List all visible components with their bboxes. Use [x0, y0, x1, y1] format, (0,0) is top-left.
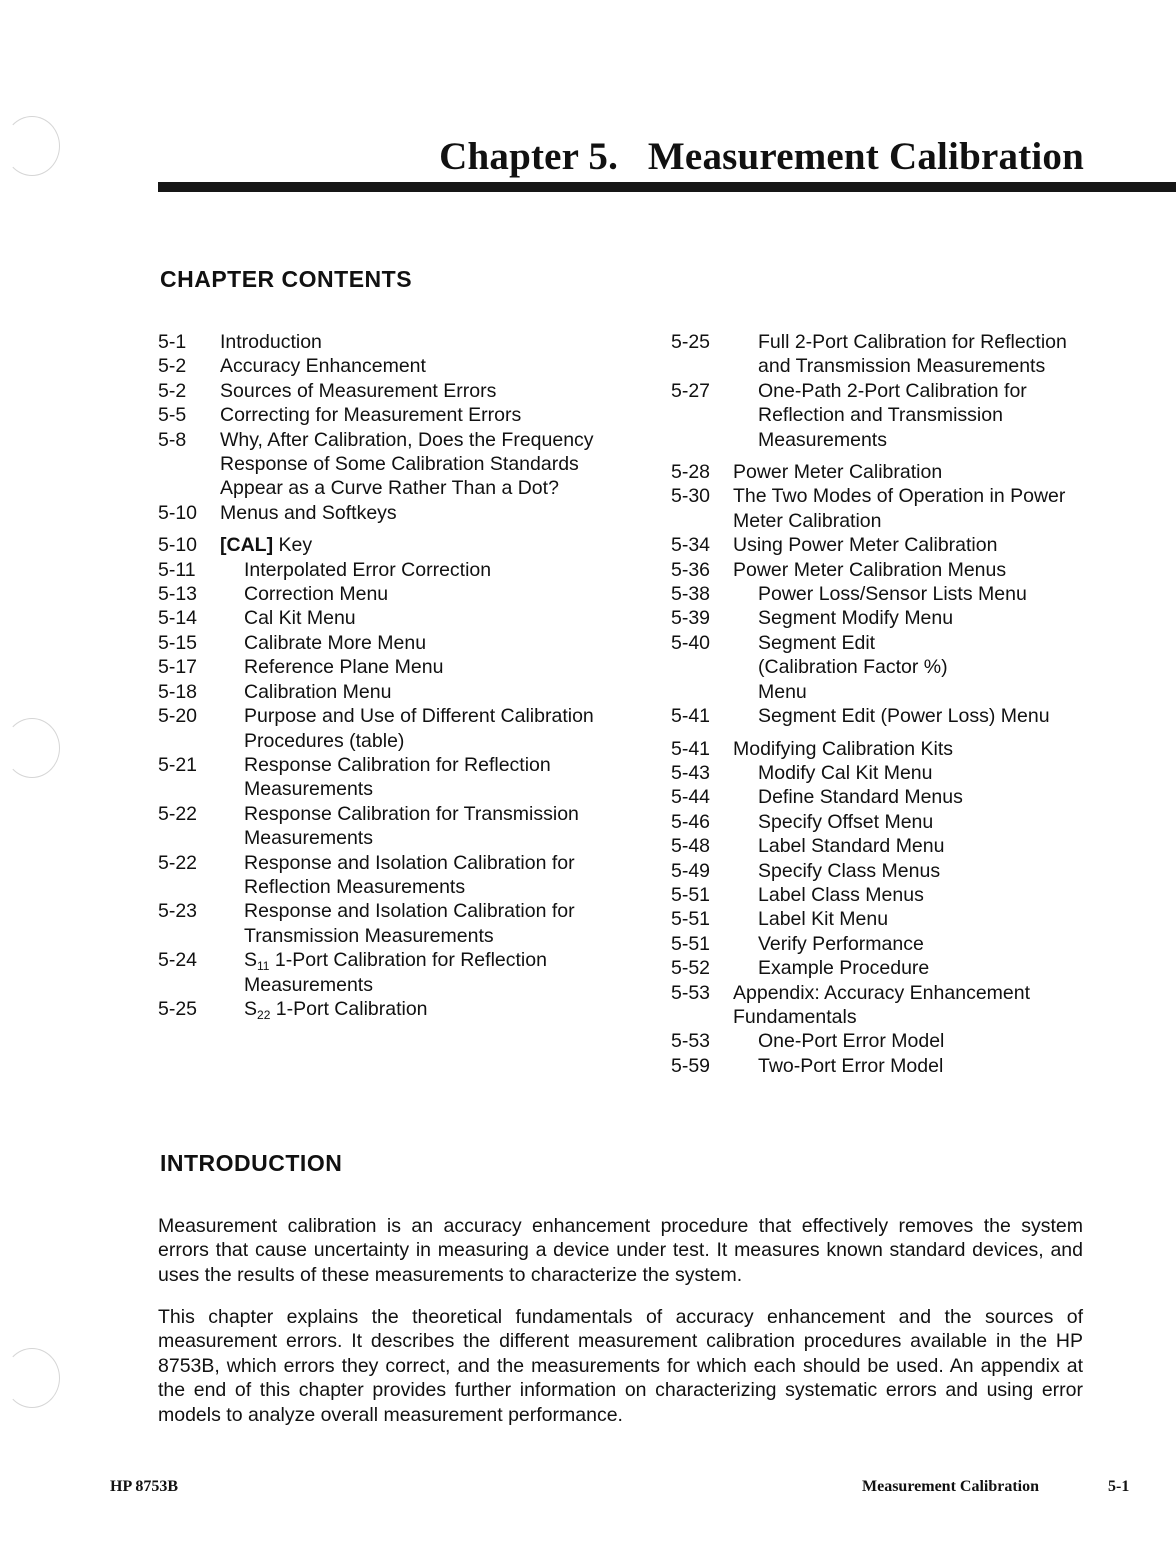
toc-title: Two-Port Error Model — [758, 1054, 944, 1077]
toc-page: 5-49 — [671, 859, 711, 882]
toc-page: 5-13 — [158, 583, 198, 606]
s-parameter: S — [244, 997, 258, 1020]
toc-title: Response and Isolation Calibration for Reflection Measurements — [244, 851, 575, 898]
toc-title: Calibrate More Menu — [244, 631, 427, 654]
toc-page: 5-8 — [158, 428, 187, 451]
toc-page: 5-39 — [671, 607, 711, 630]
toc-page: 5-44 — [671, 786, 711, 809]
toc-title: One-Path 2-Port Calibration for Reflection and Transmission Measurements — [758, 379, 1027, 451]
toc-page: 5-18 — [158, 680, 198, 703]
toc-title — [244, 948, 628, 997]
toc-entry[interactable] — [671, 533, 1081, 557]
toc-page: 5-59 — [671, 1054, 711, 1077]
toc-title: Purpose and Use of Different Calibration Procedures (table) — [244, 705, 594, 752]
toc-entry[interactable] — [158, 330, 628, 354]
footer-section: Measurement Calibration — [862, 1478, 1040, 1495]
toc-title: Label Kit Menu — [758, 908, 889, 931]
toc-page: 5-53 — [671, 981, 711, 1004]
binder-hole-top — [4, 116, 60, 176]
toc-page: 5-27 — [671, 379, 711, 402]
toc-entry[interactable] — [671, 859, 1081, 883]
toc-entry[interactable] — [158, 655, 628, 679]
chapter-title — [160, 134, 1084, 179]
toc-title: Response Calibration for Reflection Measurements — [244, 753, 551, 801]
toc-entry[interactable] — [671, 582, 1081, 606]
toc-title: Modifying Calibration Kits — [733, 737, 954, 760]
chapter-name: Measurement Calibration — [647, 135, 1084, 178]
toc-entry[interactable] — [671, 379, 1081, 452]
toc-entry[interactable] — [671, 981, 1081, 1030]
toc-title: Segment Edit (Power Loss) Menu — [758, 705, 1050, 728]
toc-entry[interactable] — [671, 606, 1081, 630]
toc-title: Reference Plane Menu — [244, 656, 444, 679]
toc-title: Power Loss/Sensor Lists Menu — [758, 583, 1027, 606]
toc-title: Menus and Softkeys — [220, 501, 397, 524]
s-parameter-subscript: 22 — [257, 1007, 271, 1022]
toc-left-column — [158, 330, 628, 1021]
toc-entry[interactable] — [671, 834, 1081, 858]
toc-entry[interactable] — [671, 484, 1081, 533]
toc-page: 5-10 — [158, 501, 198, 524]
toc-page: 5-46 — [671, 810, 711, 833]
toc-title: Correcting for Measurement Errors — [220, 404, 522, 427]
toc-page: 5-14 — [158, 607, 198, 630]
toc-entry[interactable] — [671, 558, 1081, 582]
toc-page: 5-15 — [158, 631, 198, 654]
chapter-contents-heading: CHAPTER CONTENTS — [160, 266, 413, 292]
toc-entry[interactable] — [671, 460, 1081, 484]
toc-page: 5-21 — [158, 753, 198, 776]
toc-entry[interactable] — [671, 785, 1081, 809]
toc-page: 5-43 — [671, 761, 711, 784]
footer-page-number: 5-1 — [1108, 1478, 1130, 1495]
toc-title: Accuracy Enhancement — [220, 355, 426, 378]
toc-title — [244, 997, 628, 1021]
introduction-heading: INTRODUCTION — [160, 1150, 343, 1176]
toc-page: 5-51 — [671, 883, 711, 906]
toc-entry[interactable] — [158, 606, 628, 630]
toc-page: 5-30 — [671, 485, 711, 508]
intro-paragraph-2: This chapter explains the theoretical fundamentals of accuracy enhancement and the sources of measurement errors. It describes the different measurement calibration procedures available in the HP 8753B, which errors they correct, and the measurements for which each should be used. An appendix at the end of this chapter provides further information on characterizing systematic errors and using error models to analyze overall measurement performance. — [158, 1306, 1083, 1426]
toc-title — [220, 533, 628, 557]
toc-title: Using Power Meter Calibration — [733, 534, 998, 557]
toc-entry[interactable] — [671, 932, 1081, 956]
toc-page: 5-36 — [671, 558, 711, 581]
toc-page: 5-23 — [158, 900, 198, 923]
toc-page: 5-20 — [158, 705, 198, 728]
toc-page: 5-25 — [158, 997, 198, 1020]
toc-title: Sources of Measurement Errors — [220, 379, 497, 402]
toc-entry[interactable] — [158, 501, 628, 525]
footer-model: HP 8753B — [110, 1478, 179, 1495]
title-rule — [158, 182, 1176, 192]
toc-entry[interactable] — [671, 737, 1081, 761]
toc-entry[interactable] — [671, 1054, 1081, 1078]
toc-title: Specify Class Menus — [758, 859, 941, 882]
toc-entry[interactable] — [158, 428, 628, 501]
toc-entry[interactable] — [158, 354, 628, 378]
toc-entry[interactable] — [671, 704, 1081, 728]
binder-hole-middle — [4, 718, 60, 778]
toc-entry[interactable] — [158, 753, 628, 802]
toc-page: 5-24 — [158, 949, 198, 972]
toc-entry[interactable] — [671, 1029, 1081, 1053]
toc-entry[interactable] — [158, 533, 628, 557]
toc-title: Full 2-Port Calibration for Reflection and Transmission Measurements — [758, 331, 1067, 378]
toc-entry[interactable] — [671, 330, 1081, 379]
toc-page: 5-22 — [158, 851, 198, 874]
s-parameter: S — [244, 949, 258, 972]
toc-title: Power Meter Calibration Menus — [733, 558, 1007, 581]
toc-title: Response Calibration for Transmission Measurements — [244, 802, 579, 850]
toc-title: Segment Edit (Calibration Factor %) Menu — [758, 631, 948, 703]
toc-title: Introduction — [220, 331, 322, 353]
toc-entry[interactable] — [158, 558, 628, 582]
toc-page: 5-10 — [158, 534, 198, 557]
toc-entry[interactable] — [158, 948, 628, 997]
chapter-label: Chapter 5. — [439, 135, 619, 178]
toc-page: 5-51 — [671, 908, 711, 931]
toc-title: Response and Isolation Calibration for Transmission Measurements — [244, 900, 575, 947]
intro-paragraph-1: Measurement calibration is an accuracy enhancement procedure that effectively removes the system errors that cause uncertainty in measuring a device under test. It measures known standard devices, and uses the results of these measurements to characterize the system. — [158, 1215, 1083, 1286]
toc-title-rest: Key — [273, 534, 313, 557]
toc-page: 5-5 — [158, 404, 187, 427]
toc-entry[interactable] — [158, 631, 628, 655]
toc-entry[interactable] — [158, 379, 628, 403]
toc-title: Verify Performance — [758, 932, 924, 955]
toc-page: 5-41 — [671, 705, 711, 728]
toc-title: Specify Offset Menu — [758, 810, 934, 833]
toc-entry[interactable] — [158, 899, 628, 948]
toc-title-rest: 1-Port Calibration for Reflection Measurements — [244, 949, 547, 996]
toc-title: Interpolated Error Correction — [244, 558, 492, 581]
toc-page: 5-25 — [671, 331, 711, 353]
toc-entry[interactable] — [671, 761, 1081, 785]
toc-title: One-Port Error Model — [758, 1030, 945, 1053]
toc-page: 5-51 — [671, 932, 711, 955]
cal-hardkey: [CAL] — [220, 534, 274, 557]
toc-title: Correction Menu — [244, 583, 389, 606]
toc-page: 5-34 — [671, 534, 711, 557]
toc-page: 5-53 — [671, 1030, 711, 1053]
toc-title-rest: 1-Port Calibration — [270, 997, 428, 1020]
toc-entry[interactable] — [671, 631, 951, 704]
toc-page: 5-40 — [671, 631, 711, 654]
toc-entry[interactable] — [158, 680, 628, 704]
toc-title: Define Standard Menus — [758, 786, 963, 809]
toc-page: 5-41 — [671, 737, 711, 760]
toc-page: 5-11 — [158, 558, 196, 581]
toc-page: 5-52 — [671, 957, 711, 980]
toc-title: Segment Modify Menu — [758, 607, 954, 630]
toc-page: 5-1 — [158, 331, 187, 353]
toc-entry[interactable] — [158, 403, 628, 427]
toc-title: Appendix: Accuracy Enhancement Fundamentals — [733, 981, 1031, 1028]
toc-page: 5-17 — [158, 656, 198, 679]
toc-title: Power Meter Calibration — [733, 461, 943, 484]
toc-entry[interactable] — [671, 883, 1081, 907]
toc-entry[interactable] — [671, 810, 1081, 834]
binder-hole-bottom — [4, 1348, 60, 1408]
toc-entry[interactable] — [671, 907, 1081, 931]
toc-page: 5-22 — [158, 802, 198, 825]
toc-entry[interactable] — [158, 997, 628, 1021]
toc-page: 5-48 — [671, 835, 711, 858]
toc-title: Example Procedure — [758, 957, 930, 980]
toc-title: The Two Modes of Operation in Power Meter Calibration — [733, 485, 1066, 532]
toc-entry[interactable] — [158, 704, 628, 753]
toc-title: Label Class Menus — [758, 883, 924, 906]
toc-title: Calibration Menu — [244, 680, 392, 703]
toc-right-column — [671, 330, 1081, 1078]
toc-entry[interactable] — [158, 851, 628, 900]
toc-entry[interactable] — [671, 956, 1081, 980]
toc-title: Modify Cal Kit Menu — [758, 761, 933, 784]
toc-entry[interactable] — [158, 582, 628, 606]
toc-page: 5-2 — [158, 355, 187, 378]
toc-page: 5-28 — [671, 461, 711, 484]
toc-title: Cal Kit Menu — [244, 607, 356, 630]
toc-title: Label Standard Menu — [758, 835, 945, 858]
s-parameter-subscript: 11 — [257, 959, 270, 974]
toc-entry[interactable] — [158, 802, 628, 851]
toc-title: Why, After Calibration, Does the Frequency Response of Some Calibration Standards Appear as a Curve Rather Than a Dot? — [220, 428, 594, 500]
toc-page: 5-38 — [671, 583, 711, 606]
toc-page: 5-2 — [158, 379, 187, 402]
